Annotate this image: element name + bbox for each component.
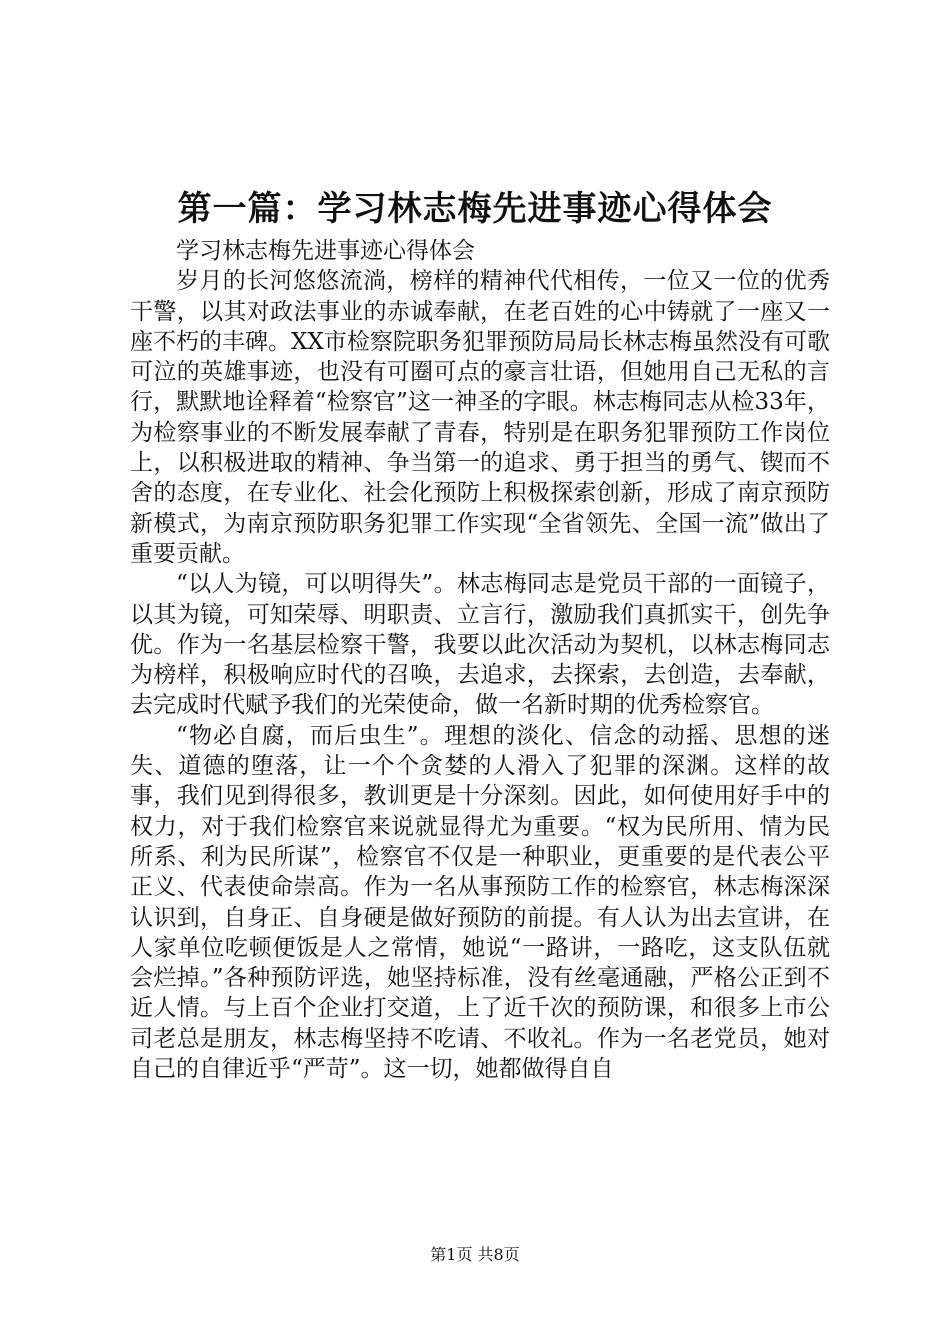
- paragraph-3: “物必自腐，而后虫生”。理想的淡化、信念的动摇、思想的迷失、道德的堕落，让一个个贪婪的人滑入了犯罪的深渊。这样的故事，我们见到得很多，教训更是十分深刻。因此，如何使用好手中的权力，对于我们检察官来说就显得尤为重要。“权为民所用、情为民所系、利为民所谋”，检察官不仅是一种职业，更重要的是代表公平正义、代表使命崇高。作为一名从事预防工作的检察官，林志梅深深认识到，自身正、自身硬是做好预防的前提。有人认为出去宣讲，在人家单位吃顿便饭是人之常情，她说“一路讲，一路吃，这支队伍就会烂掉。”各种预防评选，她坚持标准，没有丝毫通融，严格公正到不近人情。与上百个企业打交道，上了近千次的预防课，和很多上市公司老总是朋友，林志梅坚持不吃请、不收礼。作为一名老党员，她对自己的自律近乎“严苛”。这一切，她都做得自自: [130, 722, 830, 1083]
- document-body: [130, 236, 830, 1084]
- paragraph-2: “以人为镜，可以明得失”。林志梅同志是党员干部的一面镜子，以其为镜，可知荣辱、明职责、立言行，激励我们真抓实干，创先争优。作为一名基层检察干警，我要以此次活动为契机，以林志梅同志为榜样，积极响应时代的召唤，去追求，去探索，去创造，去奉献，去完成时代赋予我们的光荣使命，做一名新时期的优秀检察官。: [130, 571, 830, 719]
- document-subtitle: 学习林志梅先进事迹心得体会: [176, 238, 475, 264]
- document-title: 第一篇：学习林志梅先进事迹心得体会: [177, 189, 773, 229]
- page-footer: 第1页 共8页: [430, 1245, 520, 1264]
- paragraph-1: 岁月的长河悠悠流淌，榜样的精神代代相传，一位又一位的优秀干警，以其对政法事业的赤诚奉献，在老百姓的心中铸就了一座又一座不朽的丰碑。XX市检察院职务犯罪预防局局长林志梅虽然没有可歌可泣的英雄事迹，也没有可圈可点的豪言壮语，但她用自己无私的言行，默默地诠释着“检察官”这一神圣的字眼。林志梅同志从检33年，为检察事业的不断发展奉献了青春，特别是在职务犯罪预防工作岗位上，以积极进取的精神、争当第一的追求、勇于担当的勇气、锲而不舍的态度，在专业化、社会化预防上积极探索创新，形成了南京预防新模式，为南京预防职务犯罪工作实现“全省领先、全国一流”做出了重要贡献。: [130, 268, 830, 567]
